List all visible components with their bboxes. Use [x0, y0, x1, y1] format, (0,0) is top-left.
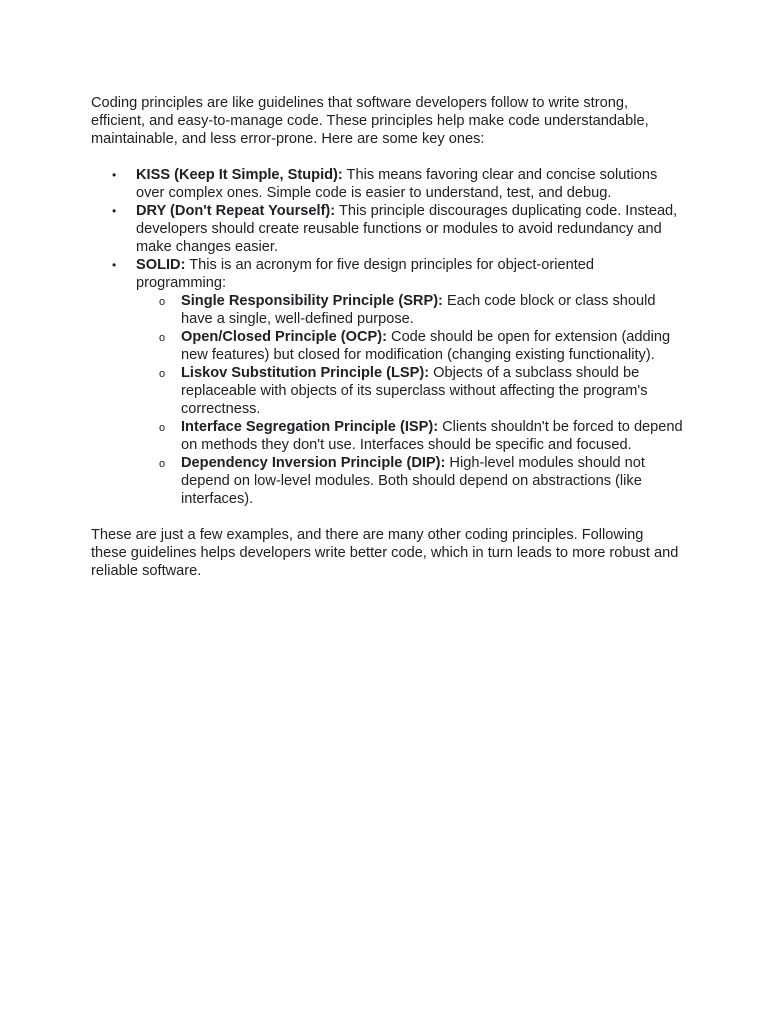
item-text: This is an acronym for five design principles for object-oriented programming:	[136, 257, 595, 291]
list-item-solid	[112, 256, 683, 508]
solid-sublist	[136, 292, 683, 508]
subitem-text: High-level modules should not depend on low-level modules. Both should depend on abstractions (like interfaces).	[181, 455, 645, 507]
sublist-item-isp	[159, 418, 683, 454]
list-item-kiss	[112, 166, 683, 202]
item-text: This principle discourages duplicating code. Instead, developers should create reusable functions or modules to avoid redundancy and make changes easier.	[136, 203, 678, 255]
intro-paragraph: Coding principles are like guidelines that software developers follow to write strong, efficient, and easy-to-manage code. These principles help make code understandable, maintainable, and less error-prone. Here are some key ones:	[91, 95, 649, 147]
sublist-item-lsp	[159, 364, 683, 418]
circle-bullet-icon: o	[159, 368, 166, 380]
item-term: KISS (Keep It Simple, Stupid):	[136, 167, 343, 183]
subitem-text: Objects of a subclass should be replaceable with objects of its superclass without affecting the program's correctness.	[181, 365, 648, 417]
subitem-term: Open/Closed Principle (OCP):	[181, 329, 387, 345]
item-term: DRY (Don't Repeat Yourself):	[136, 203, 336, 219]
subitem-term: Liskov Substitution Principle (LSP):	[181, 365, 430, 381]
circle-bullet-icon: o	[159, 458, 166, 470]
document-page	[91, 94, 683, 580]
circle-bullet-icon: o	[159, 422, 166, 434]
list-item-dry	[112, 202, 683, 256]
circle-bullet-icon: o	[159, 296, 166, 308]
bullet-icon: •	[112, 168, 117, 182]
sublist-item-dip	[159, 454, 683, 508]
subitem-text: Clients shouldn't be forced to depend on methods they don't use. Interfaces should be specific and focused.	[181, 419, 683, 453]
subitem-text: Code should be open for extension (adding new features) but closed for modification (changing existing functionality).	[181, 329, 671, 363]
subitem-text: Each code block or class should have a single, well-defined purpose.	[181, 293, 656, 327]
item-text: This means favoring clear and concise solutions over complex ones. Simple code is easier to understand, test, and debug.	[136, 167, 658, 201]
conclusion-paragraph: These are just a few examples, and there are many other coding principles. Following these guidelines helps developers write better code, which in turn leads to more robust and reliable software.	[91, 527, 679, 579]
bullet-icon: •	[112, 204, 117, 218]
item-term: SOLID:	[136, 257, 186, 273]
subitem-term: Single Responsibility Principle (SRP):	[181, 293, 443, 309]
subitem-term: Interface Segregation Principle (ISP):	[181, 419, 439, 435]
circle-bullet-icon: o	[159, 332, 166, 344]
bullet-icon: •	[112, 258, 117, 272]
sublist-item-ocp	[159, 328, 683, 364]
principles-list	[91, 166, 683, 508]
subitem-term: Dependency Inversion Principle (DIP):	[181, 455, 446, 471]
sublist-item-srp	[159, 292, 683, 328]
